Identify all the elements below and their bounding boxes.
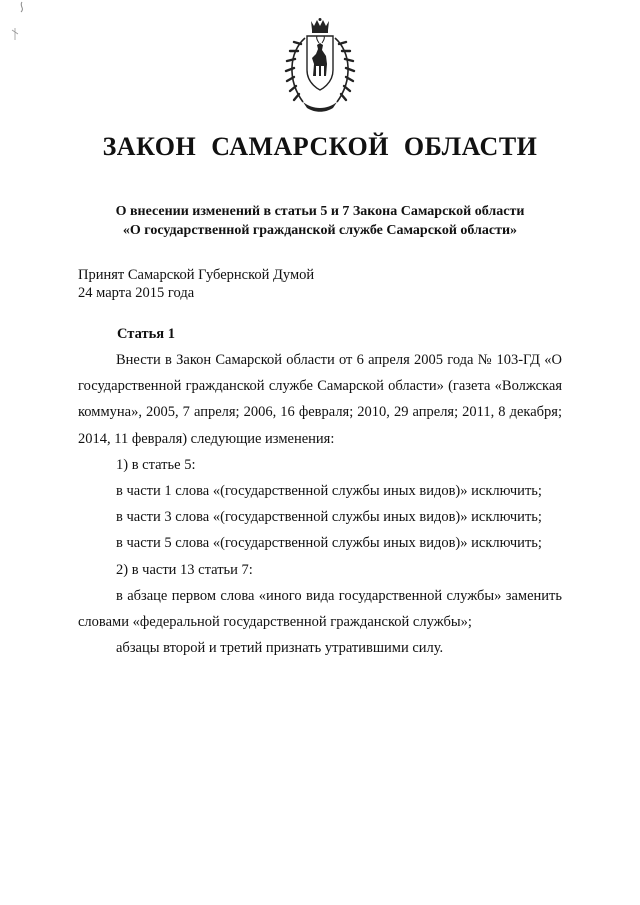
adopted-by: Принят Самарской Губернской Думой (78, 267, 315, 283)
paragraph: в части 5 слова «(государственной службы иных видов)» исключить; (116, 535, 542, 552)
paragraph: абзацы второй и третий признать утратившими силу. (116, 640, 444, 657)
article-body (78, 347, 562, 661)
paragraph: в части 3 слова «(государственной службы иных видов)» исключить; (116, 509, 542, 526)
adopted-date: 24 марта 2015 года (78, 285, 195, 301)
subtitle-line: О внесении изменений в статьи 5 и 7 Закона Самарской области (115, 204, 525, 219)
paragraph: в абзаце первом слова «иного вида государственной службы» заменить словами «федеральной государственной гражданской службы»; (78, 587, 562, 631)
paragraph: 1) в статье 5: (116, 456, 196, 473)
paragraph: 2) в части 13 статьи 7: (116, 561, 253, 578)
paragraph: Внести в Закон Самарской области от 6 апреля 2005 года № 103-ГД «О государственной гражданской службе Самарской области» (газета «Волжская коммуна», 2005, 7 апреля; 2006, 16 февраля; 2010, 29 апреля; 2011, 8 декабря; 2014, 11 февраля) следующие изменения: (78, 352, 562, 447)
adoption-info (78, 266, 558, 302)
article-heading: Статья 1 (117, 326, 175, 342)
paragraph: в части 1 слова «(государственной службы иных видов)» исключить; (116, 483, 542, 500)
law-title: ЗАКОН САМАРСКОЙ ОБЛАСТИ (102, 132, 538, 161)
samara-coat-of-arms-icon (283, 18, 357, 114)
law-subtitle (60, 202, 580, 240)
scan-mark-icon (8, 0, 30, 44)
subtitle-line: «О государственной гражданской службе Самарской области» (122, 223, 518, 238)
